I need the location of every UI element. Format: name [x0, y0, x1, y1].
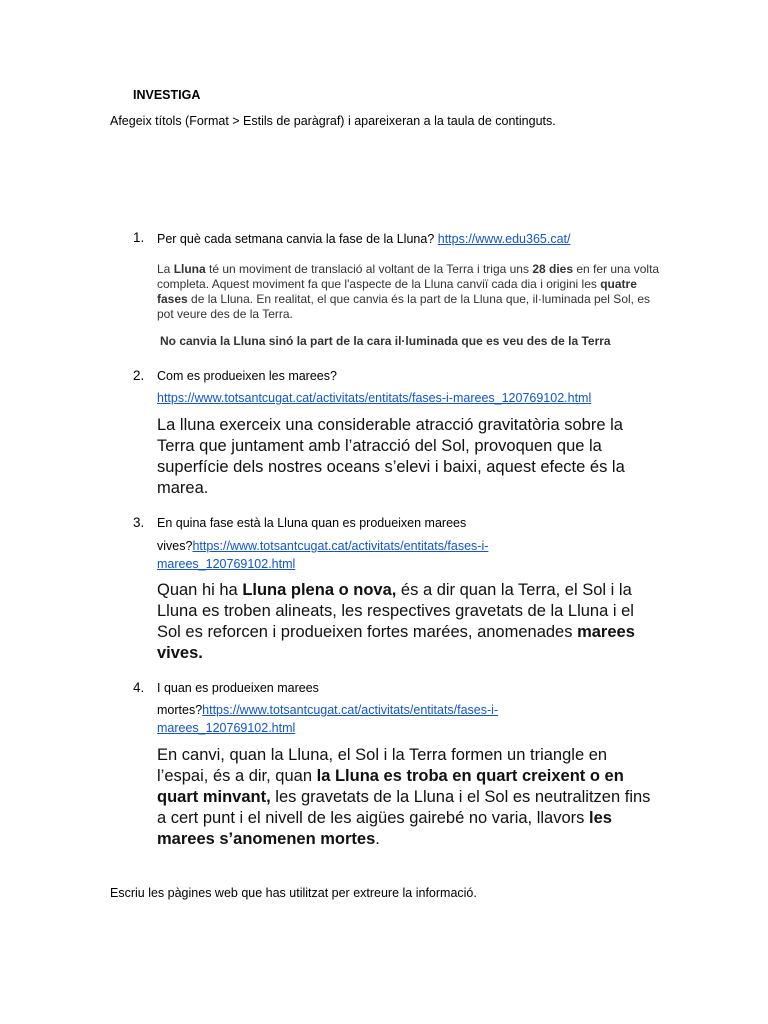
q2-link[interactable]: https://www.totsantcugat.cat/activitats/entitats/fases-i-marees_120769102.html [157, 391, 592, 405]
q4-link[interactable]: https://www.totsantcugat.cat/activitats/entitats/fases-i- [202, 703, 499, 717]
q1-question [157, 231, 570, 247]
q3-link-continued[interactable]: marees_120769102.html [157, 557, 296, 571]
instruction-text: Afegeix títols (Format > Estils de paràgraf) i apareixeran a la taula de continguts. [110, 114, 556, 128]
page-heading: INVESTIGA [133, 88, 201, 102]
q1-number: 1. [133, 230, 145, 245]
q3-question-line2: vives?https://www.totsantcugat.cat/activitats/entitats/fases-i- [157, 539, 489, 553]
q4-answer: En canvi, quan la Lluna, el Sol i la Terra formen un triangle en l’espai, és a dir, quan la Lluna es troba en quart creixent o en quart minvant, les gravetats de la Lluna i el Sol es neutralitzen fins a cert punt i el nivell de les aigües gairebé no varia, llavors les marees s’anomenen mortes. [157, 746, 651, 848]
q2-answer: La lluna exerceix una considerable atracció gravitatòria sobre la Terra que juntament amb l’atracció del Sol, provoquen que la superfície dels nostres oceans s’elevi i baixi, aquest efecte és la marea. [157, 416, 625, 497]
q2-number: 2. [133, 368, 145, 383]
q4-link-continued[interactable]: marees_120769102.html [157, 721, 296, 735]
q4-question-line2: mortes?https://www.totsantcugat.cat/activitats/entitats/fases-i- [157, 703, 499, 717]
q1-question-text: Per què cada setmana canvia la fase de la Lluna? [157, 232, 438, 246]
q3-answer: Quan hi ha Lluna plena o nova, és a dir quan la Terra, el Sol i la Lluna es troben alineats, les respectives gravetats de la Lluna i el Sol es reforcen i produeixen fortes marées, anomenades marees vives. [157, 581, 635, 662]
q4-number: 4. [133, 680, 145, 695]
q3-number: 3. [133, 515, 145, 530]
q1-link[interactable]: https://www.edu365.cat/ [437, 232, 571, 246]
q1-answer: La Lluna té un moviment de translació al voltant de la Terra i triga uns 28 dies en fer una volta completa. Aquest moviment fa que l'aspecte de la Lluna canviï cada dia i origini les quatre fases de la Lluna. En realitat, el que canvia és la part de la Lluna que, il·luminada pel Sol, es pot veure des de la Terra. [157, 262, 660, 321]
footer-instruction: Escriu les pàgines web que has utilitzat per extreure la informació. [110, 886, 477, 900]
q2-question: Com es produeixen les marees? [157, 369, 337, 383]
q3-link[interactable]: https://www.totsantcugat.cat/activitats/entitats/fases-i- [192, 539, 489, 553]
q1-summary: No canvia la Lluna sinó la part de la cara il·luminada que es veu des de la Terra [160, 334, 611, 348]
q3-question-line1: En quina fase està la Lluna quan es produeixen marees [157, 516, 467, 530]
q4-question-line1: I quan es produeixen marees [157, 681, 319, 695]
